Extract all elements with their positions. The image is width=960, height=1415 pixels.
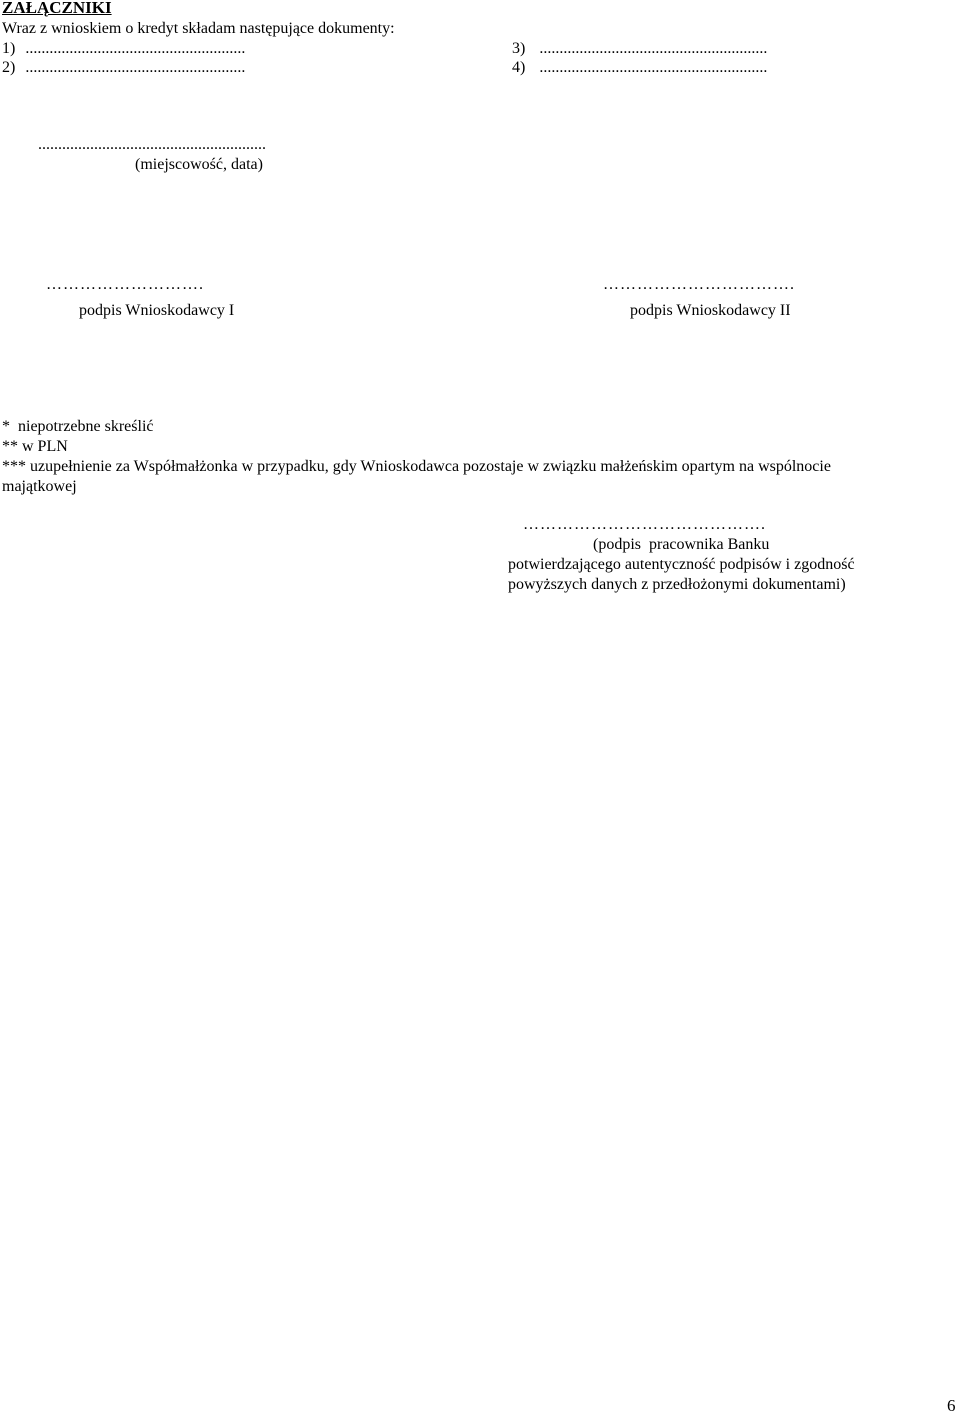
footnote-2: ** w PLN bbox=[2, 438, 68, 455]
footnote-3-continued: majątkowej bbox=[2, 478, 77, 495]
footnote-3: *** uzupełnienie za Współmałżonka w przypadku, gdy Wnioskodawca pozostaje w związku małżeńskim opartym na wspólnocie bbox=[2, 458, 831, 475]
attachments-heading: ZAŁĄCZNIKI bbox=[2, 0, 112, 17]
footnote-1: * niepotrzebne skreślić bbox=[2, 418, 154, 435]
attachment-number: 1) bbox=[2, 40, 16, 57]
attachment-item-2 bbox=[2, 58, 245, 77]
applicant2-signature-label: podpis Wnioskodawcy II bbox=[630, 302, 791, 319]
attachment-number: 2) bbox=[2, 59, 16, 76]
place-date-line: ......................................................... bbox=[38, 136, 266, 153]
attachment-line: ....................................................... bbox=[25, 40, 246, 57]
place-date-label: (miejscowość, data) bbox=[135, 156, 263, 173]
bank-signature-label-2: potwierdzającego autentyczność podpisów i zgodność bbox=[508, 556, 855, 573]
attachment-line: ......................................................... bbox=[539, 40, 768, 57]
applicant2-signature-line: ……………………………. bbox=[603, 276, 795, 293]
attachment-line: ....................................................... bbox=[25, 59, 246, 76]
attachments-intro: Wraz z wnioskiem o kredyt składam następujące dokumenty: bbox=[2, 20, 395, 37]
attachment-line: ......................................................... bbox=[539, 59, 768, 76]
attachment-item-1 bbox=[2, 39, 245, 58]
applicant1-signature-label: podpis Wnioskodawcy I bbox=[79, 302, 235, 319]
bank-signature-label-1: (podpis pracownika Banku bbox=[593, 536, 770, 553]
attachment-item-3 bbox=[512, 39, 767, 58]
bank-signature-line: ……………………………………. bbox=[523, 516, 766, 533]
attachment-number: 4) bbox=[512, 59, 526, 76]
attachment-number: 3) bbox=[512, 40, 526, 57]
bank-signature-label-3: powyższych danych z przedłożonymi dokumentami) bbox=[508, 576, 846, 593]
applicant1-signature-line: ………………………. bbox=[46, 276, 204, 293]
page-number: 6 bbox=[947, 1396, 956, 1415]
attachment-item-4 bbox=[512, 58, 767, 77]
